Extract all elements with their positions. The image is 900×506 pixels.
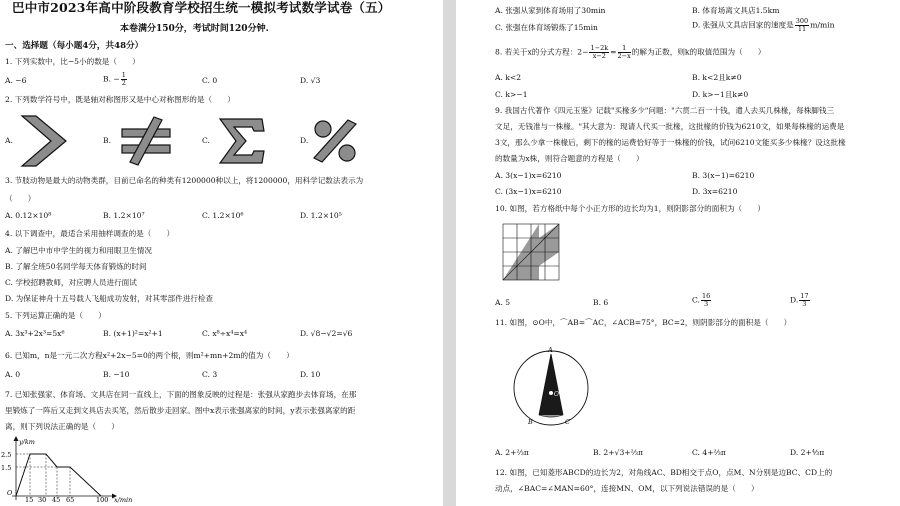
not-equal-symbol-icon [120,116,172,166]
graph-y-tick-1.5: 1.5 [1,464,12,472]
point-b-label: B [528,418,533,426]
q1-option-c: C. 0 [202,76,218,85]
page-gap [443,0,456,506]
q10-option-c: C. $\frac{16}{3}$ [692,292,711,308]
graph-x-tick: 30 [38,496,47,504]
q3-option-a: A. 0.12×10⁸ [5,211,52,220]
q11-option-b: B. 2+√3+⅔π [593,448,643,457]
q6-stem: 6. 已知m，n是一元二次方程x²+2x−5=0的两个根，则m²+mn+2m的值为（ ） [5,351,294,360]
q5-option-b: B. (x+1)²=x²+1 [103,329,163,338]
grid-shaded-region [539,224,559,266]
q5-stem: 5. 下列运算正确的是（ ） [5,311,106,320]
q2-stem: 2. 下列数学符号中，既是轴对称图形又是中心对称图形的是（ ） [5,95,235,104]
q6-option-d: D. 10 [300,370,321,379]
graph-y-tick-2.5: 2.5 [1,451,12,459]
q7-line1: 7. 已知张强家、体育场、文具店在同一直线上，下面的图象反映的过程是：张强从家跑步去体育场，在那 [5,390,357,399]
graph-x-tick: 15 [25,496,34,504]
q9-line3: 3文，那么少拿一株椽后，剩下的椽的运费恰好等于一株椽的价钱，试问6210文能买多少株椽？设这批椽 [495,138,846,147]
q11-stem: 11. 如图，⊙O中，⌒AB=⌒AC，∠ACB=75°，BC=2，则阴影部分的面积是（ ） [495,318,792,327]
q11-option-d: D. 2+⁴⁄₃π [790,448,825,457]
q1-option-b: B. − $\frac{1}{2}$ [103,71,126,87]
exam-subtitle: 本卷满分150分，考试时间120分钟. [120,24,269,34]
graph-line [16,454,101,496]
q8-option-c: C. k>−1 [495,90,528,99]
graph-x-tick: 45 [52,496,61,504]
distance-time-graph [0,436,140,502]
q7-line2: 里锻炼了一阵后又走到文具店去买笔，然后散步走回家。图中x表示张强离家的时间，y表示张强离家的距 [5,406,356,415]
q7-line3: 离，则下列说法正确的是（ ） [5,422,119,431]
q4-stem: 4. 以下调查中，最适合采用抽样调查的是（ ） [5,229,175,238]
q2-option-d: D. [300,136,309,145]
graph-origin: O [7,489,13,497]
q3-option-b: B. 1.2×10⁷ [103,211,145,220]
q10-option-d: D. $\frac{17}{3}$ [790,292,809,308]
q10-stem: 10. 如图，若方格纸中每个小正方形的边长均为1，则阴影部分的面积为（ ） [495,204,765,213]
q3-option-d: D. 1.2×10⁵ [300,211,342,220]
q9-line4: 的数量为x株，则符合题意的方程是（ ） [495,154,644,163]
q6-option-b: B. −10 [103,370,130,379]
q9-option-c: C. (3x−1)x=6210 [495,187,562,196]
graph-x-tick: 100 [96,496,109,504]
q12-line1: 12. 如图，已知菱形ABCD的边长为2，对角线AC、BD相交于点O，点M、N分别是边BC、CD上的 [495,468,833,477]
q9-option-b: B. 3(x−1)=6210 [692,171,755,180]
q7-option-a: A. 张强从家到体育场用了30min [495,6,606,15]
q12-line2: 动点，∠BAC=∠MAN=60°，连接MN、OM，以下列说法错误的是（ ） [495,484,759,493]
point-o-label: O [554,391,559,398]
q3-line2: （ ） [5,194,36,203]
q7-option-c: C. 张强在体育场锻炼了15min [495,23,598,32]
q2-option-c: C. [202,136,210,145]
q6-option-c: C. 3 [202,370,218,379]
q4-option-c: C. 学校招聘教师，对应聘人员进行面试 [5,278,137,287]
q11-option-a: A. 2+⅔π [495,448,529,457]
q4-option-d: D. 为保证神舟十五号载人飞船成功发射，对其零部件进行检查 [5,294,214,303]
chevron-symbol-icon [20,114,70,168]
right-page [456,0,900,506]
q10-option-a: A. 5 [495,298,511,307]
q1-stem: 1. 下列实数中，比−5小的数是（ ） [5,57,140,66]
circle-figure [511,348,593,430]
q9-line2: 文足，无钱准与一株椽。"其大意为：现请人代买一批椽，这批椽的价钱为6210文，如果每株椽的运费是 [495,122,845,131]
q8-option-a: A. k<2 [495,73,522,82]
q10-option-b: B. 6 [593,298,609,307]
q8-stem: 8. 若关于x的分式方程：2− $\frac{1-2k}{x-2}$ = $\frac{1}{2-x}$ 的解为正数，则k的取值范围为（ ） [495,44,766,60]
q7-option-d: D. 张强从文具店回家的速度是 $\frac{300}{11}$ m/min [692,17,835,33]
q9-line1: 9. 我国古代著作《四元玉鉴》记载"买椽多少"问题："六贯二百一十钱，遣人去买几株椽，每株脚钱三 [495,106,835,115]
q5-option-c: C. x⁸÷x⁴=x⁴ [202,329,248,338]
left-page [0,0,443,506]
percent-symbol-icon [312,118,358,164]
q6-option-a: A. 0 [5,370,21,379]
q3-option-c: C. 1.2×10⁶ [202,211,244,220]
sigma-symbol-icon [218,117,268,165]
q4-option-a: A. 了解巴中市中学生的视力和用眼卫生情况 [5,246,152,255]
q4-option-b: B. 了解全班50名同学每天体育锻炼的时间 [5,262,147,271]
graph-y-label: y/km [19,438,35,446]
point-a-label: A [548,346,553,354]
graph-x-tick: 65 [66,496,75,504]
graph-x-label: x/min [114,496,133,504]
q1-option-a: A. −6 [5,76,27,85]
q3-line1: 3. 节肢动物是最大的动物类群，目前已命名的种类有1200000种以上，将1200000，用科学记数法表示为 [5,176,364,185]
exam-title: 巴中市2023年高中阶段教育学校招生统一模拟考试数学试卷（五） [12,0,391,15]
q8-option-b: B. k<2且k≠0 [692,73,742,82]
q11-option-c: C. 4+⅔π [692,448,726,457]
q5-option-a: A. 3x³+2x³=5x⁶ [5,329,65,338]
q2-option-b: B. [103,136,111,145]
circle-shaded-region [539,354,563,417]
q5-option-d: D. √8−√2=√6 [300,329,353,338]
q2-option-a: A. [5,136,13,145]
section-heading: 一、选择题（每小题4分，共48分） [5,41,144,51]
q1-option-d: D. √3 [300,76,321,85]
q7-option-b: B. 体育场离文具店1.5km [692,6,780,15]
q8-option-d: D. k>−1且k≠0 [692,90,749,99]
q9-option-a: A. 3(x−1)x=6210 [495,171,562,180]
grid-shaded-figure [503,224,563,284]
point-c-label: C [565,418,570,426]
q9-option-d: D. 3x=6210 [692,187,738,196]
